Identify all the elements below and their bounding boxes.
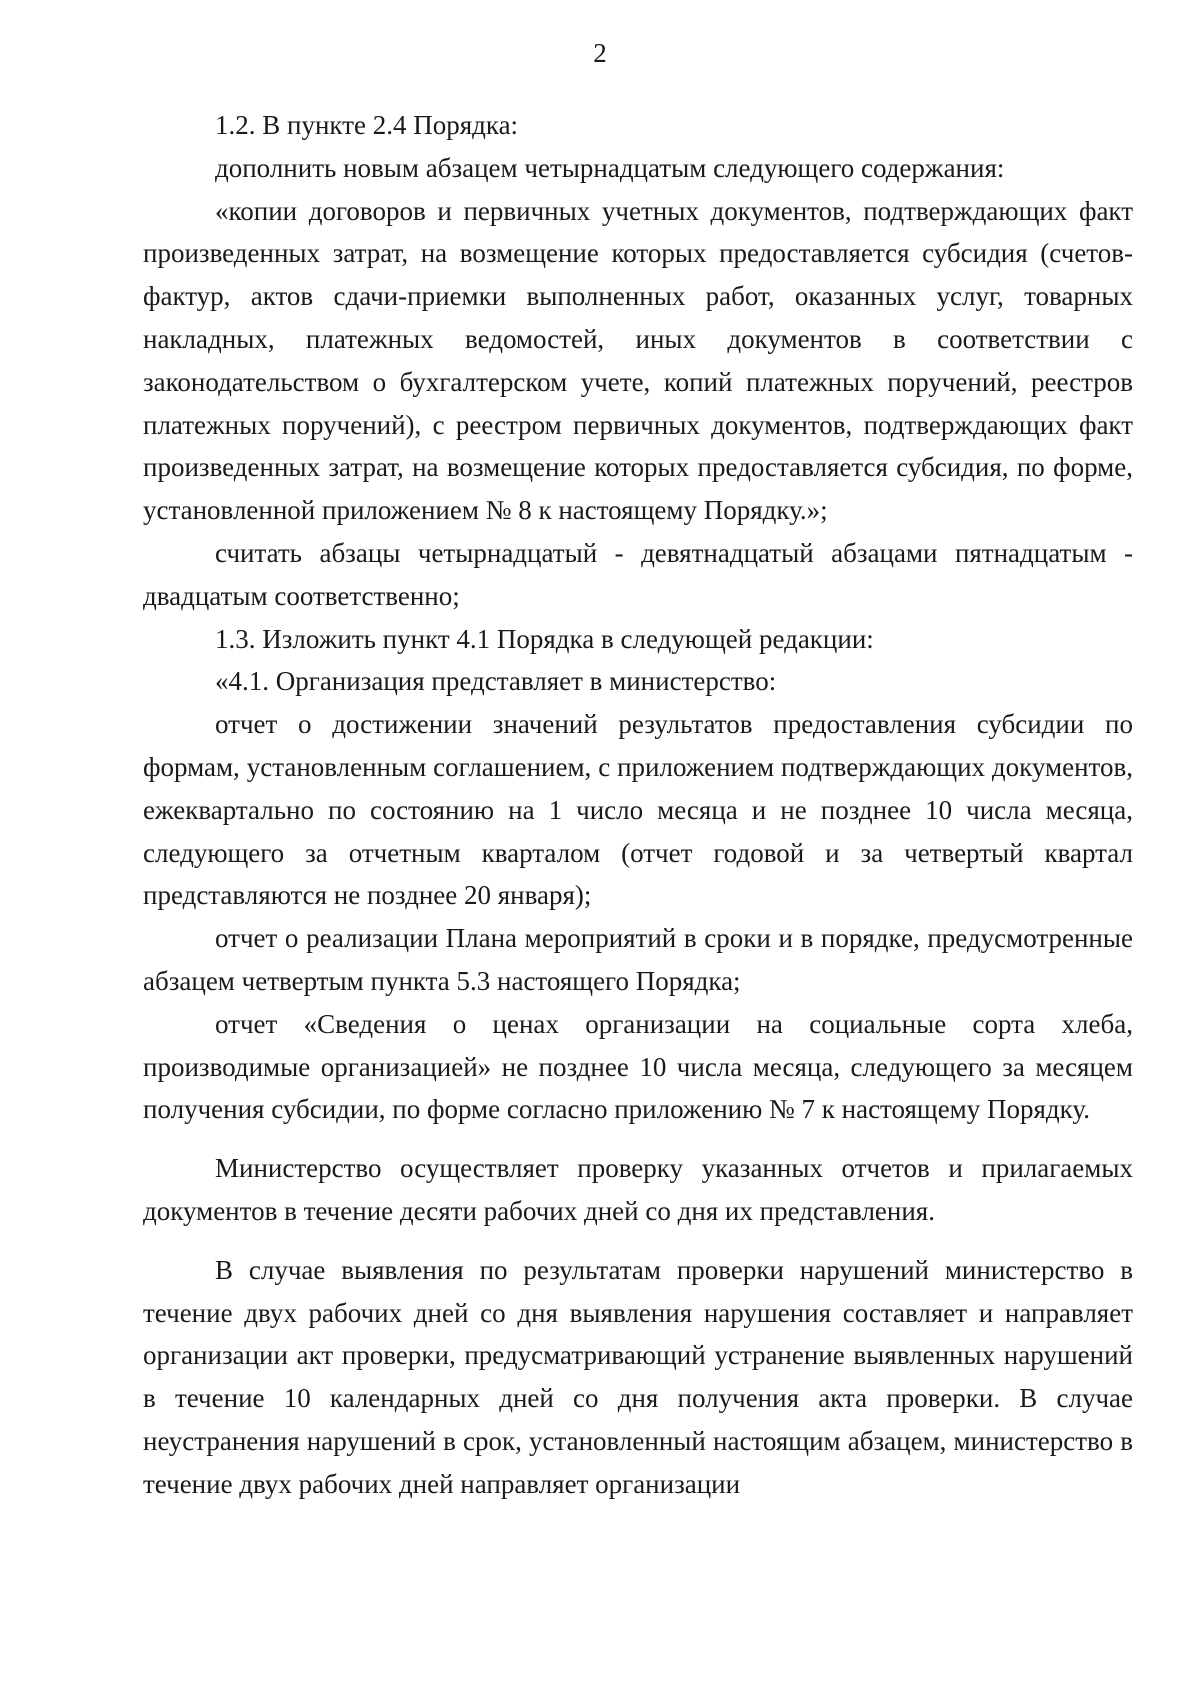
paragraph-add-new-clause: дополнить новым абзацем четырнадцатым следующего содержания: <box>215 152 1005 183</box>
paragraph-plan-report: отчет о реализации Плана мероприятий в сроки и в порядке, предусмотренные абзацем четвертым пункта 5.3 настоящего Порядка; <box>143 923 1133 996</box>
paragraph-copies-of-contracts: «копии договоров и первичных учетных документов, подтверждающих факт произведенных затрат, на возмещение которых предоставляется субсидия (счетов-фактур, актов сдачи-приемки выполненных работ, оказанных услуг, товарных накладных, платежных ведомостей, иных документов в соответствии с законодательством о бухгалтерском учете, копий платежных поручений, реестров платежных поручений), с реестром первичных документов, подтверждающих факт произведенных затрат, на возмещение которых предоставляется субсидия, по форме, установленной приложением № 8 к настоящему Порядку.»; <box>143 195 1133 526</box>
paragraph-1-3-heading: 1.3. Изложить пункт 4.1 Порядка в следующей редакции: <box>215 623 874 654</box>
paragraph-4-1-intro: «4.1. Организация представляет в министерство: <box>215 666 777 697</box>
paragraph-bread-prices-report: отчет «Сведения о ценах организации на социальные сорта хлеба, производимые организацией» не позднее 10 числа месяца, следующего за месяцем получения субсидии, по форме согласно приложению № 7 к настоящему Порядку. <box>143 1008 1133 1125</box>
page-number: 2 <box>593 38 607 68</box>
document-body <box>143 104 1133 1506</box>
paragraph-renumber-clauses: считать абзацы четырнадцатый - девятнадцатый абзацами пятнадцатым - двадцатым соответственно; <box>143 537 1133 611</box>
paragraph-results-report: отчет о достижении значений результатов предоставления субсидии по формам, установленным соглашением, с приложением подтверждающих документов, ежеквартально по состоянию на 1 число месяца и не позднее 10 числа месяца, следующего за отчетным кварталом (отчет годовой и за четвертый квартал представляются не позднее 20 января); <box>143 709 1133 911</box>
paragraph-violations: В случае выявления по результатам проверки нарушений министерство в течение двух рабочих дней со дня выявления нарушения составляет и направляет организации акт проверки, предусматривающий устранение выявленных нарушений в течение 10 календарных дней со дня получения акта проверки. В случае неустранения нарушений в срок, установленный настоящим абзацем, министерство в течение двух рабочих дней направляет организации <box>143 1254 1133 1499</box>
paragraph-ministry-check: Министерство осуществляет проверку указанных отчетов и прилагаемых документов в течение десяти рабочих дней со дня их представления. <box>143 1153 1133 1226</box>
paragraph-1-2-heading: 1.2. В пункте 2.4 Порядка: <box>215 110 519 140</box>
